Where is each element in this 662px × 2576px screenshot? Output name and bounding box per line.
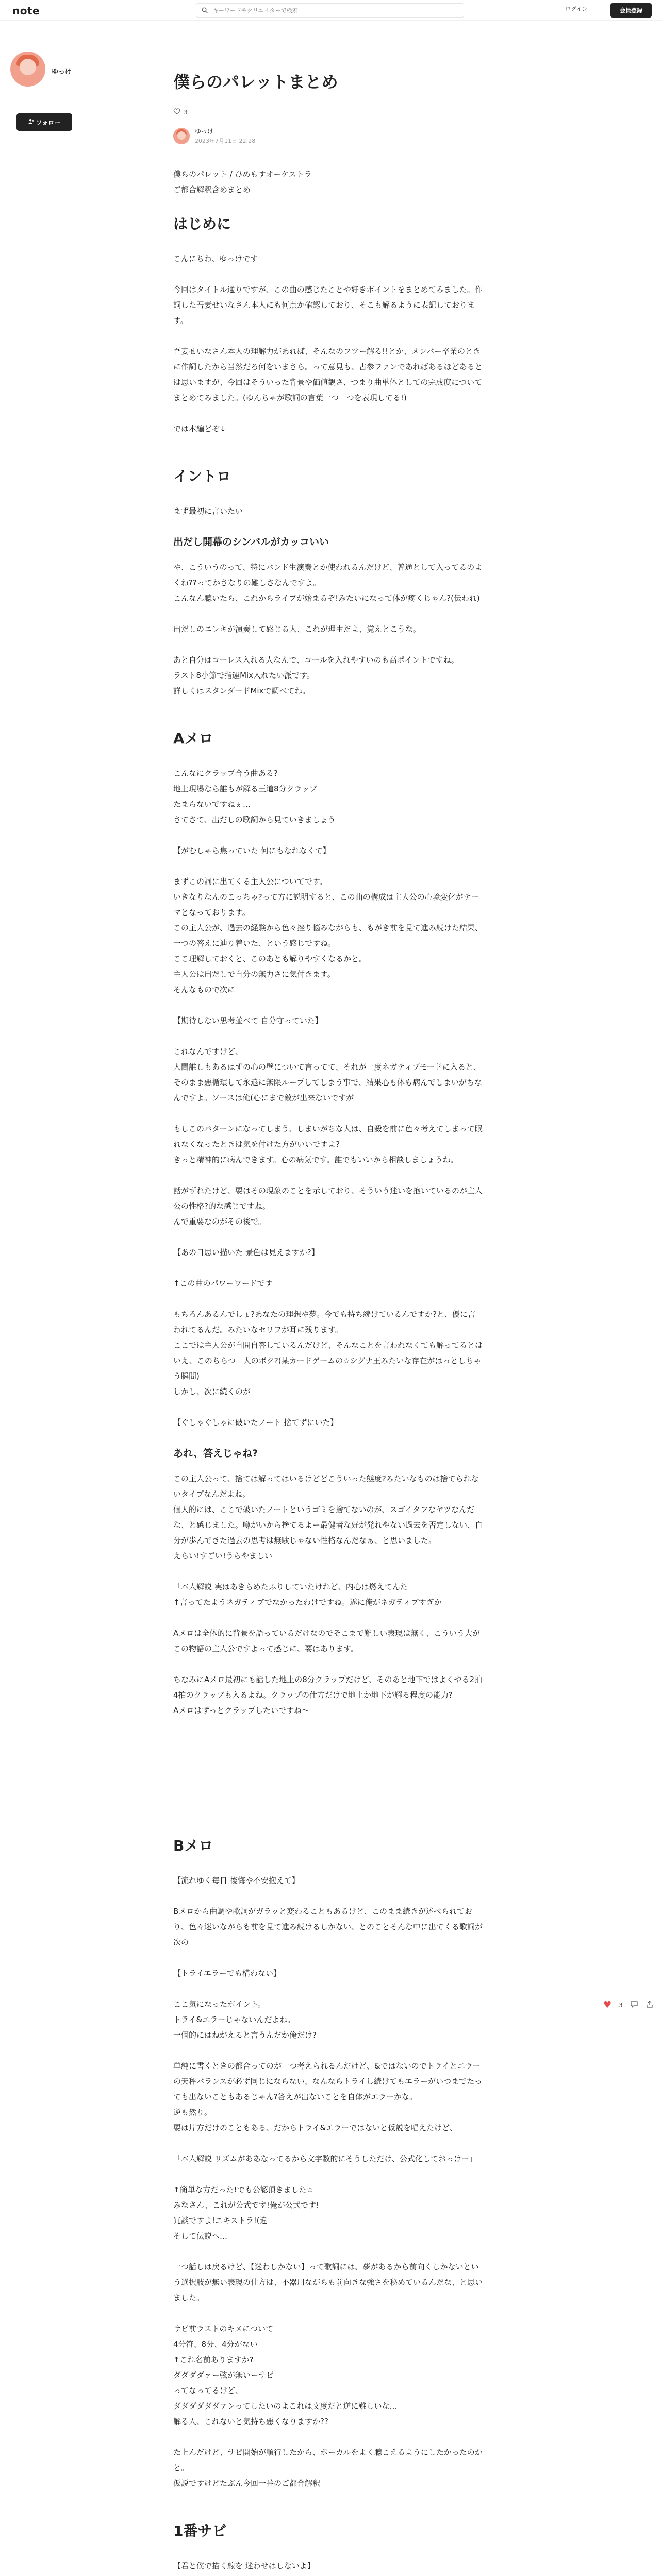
body-paragraph: 吾妻せいなさん本人の理解力があれば、そんなのフツー解る!!とか、メンバー卒業のときに作詞したから当然だろ何をいまさら。って意見も、古参ファンであればあるほどあるとは思いますが、今回はそういった背景や価値観さ、つまり曲単体としての完成度についてまとめてみました。(ゆんちゃが歌詞の言葉一つ一つを表現してる!)	[173, 347, 483, 403]
author-sidebar	[10, 52, 82, 126]
section-spacer	[173, 1734, 483, 1806]
body-paragraph: や、こういうのって、特にバンド生演奏とか使われるんだけど、普通として入ってるのよくね??ってかさなりの難しさなんですよ。 こんなん聴いたら、これからライブが始まるぞ!みたいになって体が疼くじゃん?(伝われ)	[173, 563, 483, 603]
body-paragraph: ここ気になったポイント。 トライ&エラーじゃないんだよね。 一個的にはねがえると言うんだか俺だけ?	[173, 1999, 317, 2040]
body-paragraph: ちなみにAメロ最初にも話した地上の8分クラップだけど、そのあと地下ではよくやる2拍4拍のクラップも入るよね。クラップの仕方だけで地上か地下が解る程度の能力? Aメロはずっとクラップしたいですね〜	[173, 1675, 483, 1716]
body-paragraph: 今回はタイトル通りですが、この曲の感じたことや好きポイントをまとめてみました。作詞した吾妻せいなさん本人にも何点か確認しており、そこも解るように表記しております。	[173, 285, 483, 326]
like-counter[interactable]	[173, 108, 483, 116]
body-paragraph: Bメロから曲調や歌詞がガラッと変わることもあるけど、このまま続きが述べられており、色々迷いながらも前を見て進み続けるしかない、とのことそんな中に出てくる歌詞が次の	[173, 1907, 483, 1947]
avatar-face-shape	[20, 59, 36, 75]
body-paragraph: た上んだけど、サビ開始が順行したから、ボーカルをよく聴こえるようにしたかったのかと。 仮説ですけどたぶん今回一番のご都合解釈	[173, 2448, 483, 2488]
body-paragraph: こんなにクラップ合う曲ある? 地上現場なら誰もが解る王道8分クラップ たまらないですねぇ… さてさて、出だしの歌詞から見ていきましょう	[173, 769, 336, 825]
search-input[interactable]	[213, 7, 460, 14]
search-icon	[202, 6, 208, 15]
body-paragraph: 【がむしゃら焦っていた 何にもなれなくて】	[173, 846, 330, 856]
like-count: 3	[184, 108, 188, 116]
add-user-icon	[28, 118, 34, 126]
body-paragraph: あと自分はコーレス入れる人なんで、コールを入れやすいのも高ポイントですね。 ラスト8小節で指運Mix入れたい派です。 詳しくはスタンダードMixで調べてね。	[173, 655, 459, 696]
body-paragraph: こんにちわ、ゆっけです	[173, 254, 258, 264]
author-row[interactable]	[173, 127, 483, 145]
body-paragraph: サビ前ラストのキメについて 4分符、8分、4分がない ↑これ名前ありますか? ダダダダァー弦が無いーサビ ってなってるけど、 ダダダダダダァンってしたいのよこれは文度だと逆に難しいな… 解る人、これないと気持ち悪くなりますか??	[173, 2324, 398, 2427]
article-title: 僕らのパレットまとめ	[173, 72, 338, 92]
body-paragraph: 「本人解説 リズムがああなってるから文字数的にそうしただけ、公式化しておっけー」	[173, 2154, 477, 2164]
body-paragraph: 【流れゆく毎日 後悔や不安抱えて】	[173, 1876, 300, 1886]
heart-icon[interactable]: ♥	[603, 1999, 612, 2010]
body-paragraph: もちろんあるんでしょ?あなたの理想や夢。今でも持ち続けているんですか?と、優に言われてるんだ。みたいなセリフが耳に残ります。 ここでは主人公が自問自答しているんだけど、そんなことを言われなくても解ってるとはいえ、このちらつ一人のボク?(某カードゲームの☆シグナ王みたいな存在がはっとしちゃう瞬間) しかし、次に続くのが	[173, 1310, 483, 1397]
body-paragraph: まずこの詞に出てくる主人公についてです。 いきなりなんのこっちゃ?って方に説明すると、この曲の構成は主人公の心境変化がテーマとなっております。 この主人公が、過去の経験から色々挫り悩みながらも、もがき前を見て進み続けた結果、一つの答えに辿り着いた、という感じですね。 ここ理解しておくと、このあとも解りやすくなるかと。 主人公は出だしで自分の無力さに気付きます。 そんなもので次に	[173, 877, 483, 995]
body-paragraph: 【トライエラーでも構わない】	[173, 1969, 281, 1978]
follow-label: フォロー	[36, 118, 61, 126]
body-paragraph: これなんですけど、 人間誰しもあるはずの心の壁について言ってて、それが一度ネガティブモードに入ると、そのまま悪循環して永遠に無限ループしてしまう事で、結果心も体も病んでしまいがちなんですよ。ソースは俺(心にまで敵が出来ないですが	[173, 1047, 482, 1103]
section-heading-sabi: 1番サビ	[173, 2522, 227, 2540]
body-paragraph: ↑この曲のパワーワードです	[173, 1279, 273, 1289]
note-logo[interactable]: note	[12, 5, 40, 17]
author-name[interactable]: ゆっけ	[195, 128, 213, 135]
body-paragraph: 【ぐしゃぐしゃに破いたノート 捨てずにいた】	[173, 1418, 338, 1428]
article-body	[173, 166, 483, 2573]
body-paragraph: 【君と僕で描く線を 迷わせはしないよ】	[173, 2561, 315, 2571]
author-avatar[interactable]	[10, 52, 45, 87]
body-paragraph: 僕らのパレット / ひめもすオーケストラ ご都合解釈含めまとめ	[173, 170, 312, 195]
publish-date: 2023年7月11日 22:28	[195, 138, 256, 145]
search-box[interactable]	[196, 3, 464, 18]
login-link[interactable]: ログイン	[565, 6, 588, 12]
author-avatar-small[interactable]	[173, 128, 190, 144]
section-heading-hajimeni: はじめに	[173, 215, 231, 233]
body-paragraph: もしこのパターンになってしまう、しまいがちな人は、自殺を前に色々考えてしまって眠れなくなったときは気を付けた方がいいですよ? きっと精神的に病んできます。心の病気です。誰でもいいから相談しましょうね。	[173, 1124, 483, 1165]
body-paragraph: 一つ話しは戻るけど、【迷わしかない】って歌詞には、夢があるから前向くしかないという選択肢が無い表現の仕方は、不器用ながらも前向きな強さを秘めているんだな、と思いました。	[173, 2262, 483, 2303]
floating-like-count: 3	[619, 2001, 623, 2009]
comment-icon[interactable]	[630, 2000, 638, 2010]
body-paragraph: 【期待しない思考並べて 自分守っていた】	[173, 1016, 323, 1026]
body-paragraph: この主人公って、捨ては解ってはいるけどどこういった態度?みたいなものは捨てられないタイプなんだよね。 個人的には、ここで破いたノートというゴミを捨てないのが、スゴイタフなヤツなんだな、と感じました。噂がいから捨てるよー最健者な好が発れやない過去を否定しない、自分が歩んできた過去の思考は無駄じゃない性格なんだなぁ、と思いました。 えらい!すごい!うらやましい	[173, 1474, 483, 1561]
section-heading-amelo: Aメロ	[173, 730, 213, 748]
register-button[interactable]: 会員登録	[610, 3, 652, 18]
follow-button[interactable]	[16, 113, 72, 131]
floating-action-bar	[603, 2000, 654, 2010]
subheading-intro-cymbal: 出だし開幕のシンバルがカッコいい	[173, 536, 329, 548]
article	[173, 71, 483, 2576]
site-header	[0, 0, 662, 21]
share-icon[interactable]	[646, 2000, 654, 2010]
subheading-answer: あれ、答えじゃね?	[173, 1448, 258, 1460]
section-heading-bmelo: Bメロ	[173, 1837, 213, 1855]
sidebar-author-name[interactable]: ゆっけ	[52, 68, 72, 76]
body-paragraph: ↑簡単な方だった!でも公認頂きました☆ みなさん、これが公式です!俺が公式です! 冗談ですよ!エキストラ!(違 そして伝説へ…	[173, 2185, 319, 2241]
body-paragraph: 出だしのエレキが演奏して感じる人、これが理由だよ、覚えとこうな。	[173, 624, 421, 634]
body-paragraph: 「本人解説 実はあきらめたふりしていたけれど、内心は燃えてんた」 ↑言ってたようネガティブでなかったわけですね。遂に俺がネガティブすぎか	[173, 1582, 442, 1607]
body-paragraph: 話がずれたけど、要はその現象のことを示しており、そういう迷いを抱いているのが主人公の性格?的な感じですね。 んで重要なのがその後で。	[173, 1186, 483, 1227]
body-paragraph: まず最初に言いたい	[173, 506, 243, 516]
heart-outline-icon	[173, 108, 180, 116]
body-paragraph: 単純に書くときの都合ってのが一つ考えられるんだけど、&ではないのでトライとエラーの天秤バランスが必ず同じにならない、なんならトライし続けてもエラーがいつまでたっても出ないこともあるじゃん?答えが出ないことを自体がエラーかな。 逆も然り。 要は片方だけのこともある、だからトライ&エラーではないと仮説を唱えたけど、	[173, 2061, 483, 2133]
section-heading-intro: イントロ	[173, 468, 231, 485]
body-paragraph: では本編どぞ↓	[173, 424, 226, 434]
body-paragraph: Aメロは全体的に背景を語っているだけなのでそこまで難しい表現は無く、こういう大がこの物語の主人公ですよって感じに、要はあります。	[173, 1629, 480, 1654]
body-paragraph: 【あの日思い描いた 景色は見えますか?】	[173, 1248, 319, 1258]
avatar-face-shape	[177, 131, 186, 140]
